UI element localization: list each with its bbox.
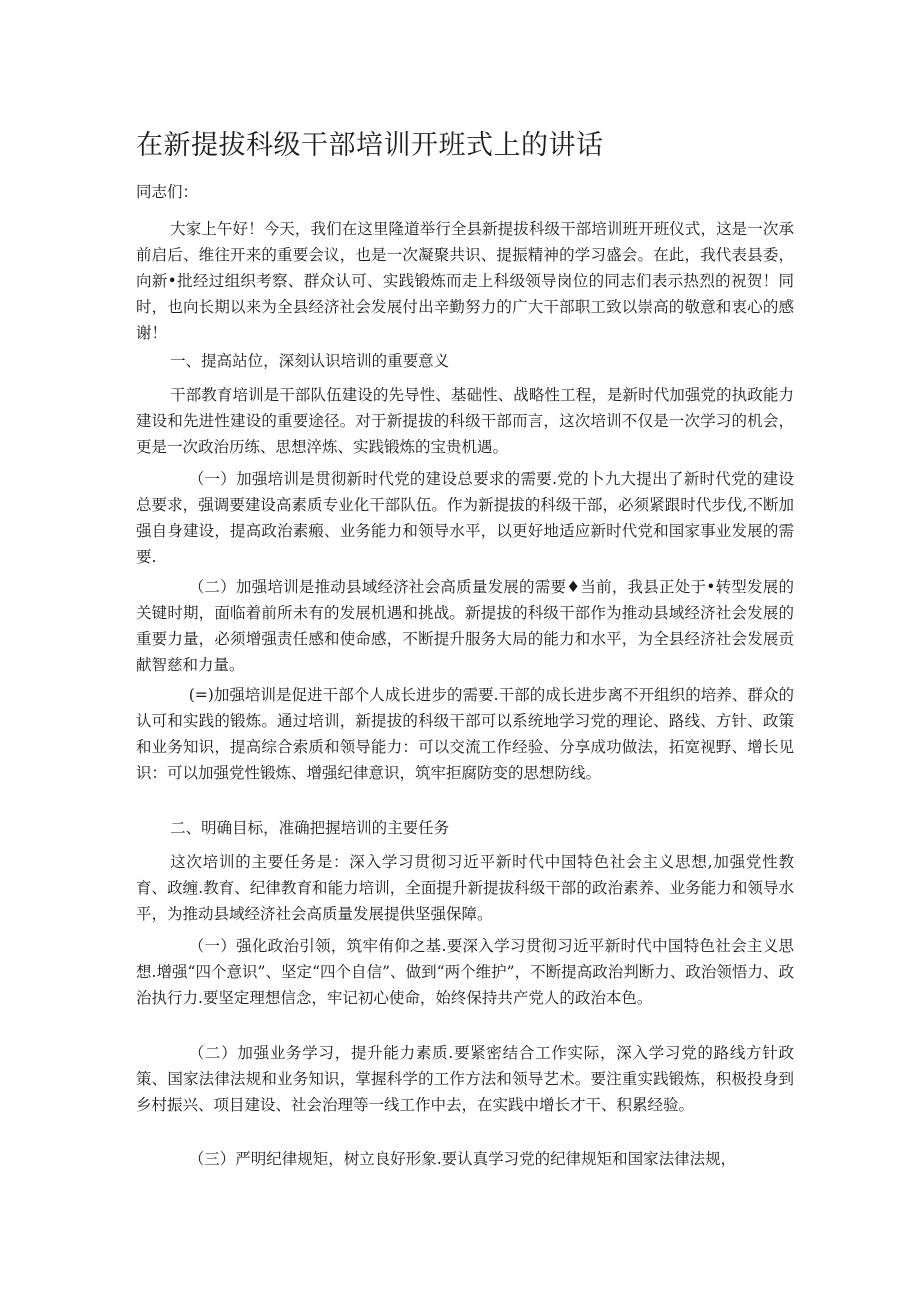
- section-heading-2: 二、明确目标，准确把握培训的主要任务: [170, 819, 450, 837]
- document-title: 在新提拔科级干部培训开班式上的讲话: [136, 130, 604, 161]
- paragraph-section-2-item-1: （一）强化政治引领，筑牢侑仰之基.要深入学习贯彻习近平新时代中国特色社会主义思想.增强“四个意识”、坚定“四个自信”、做到“两个维护”，不断提高政治判断力、政治领悟力、政治执行力.要坚定理想信念，牢记初心使命，始终保持共产党人的政治本色。: [136, 937, 794, 1007]
- paragraph-section-1-intro: 干部教育培训是干部队伍建设的先导性、基础性、战略性工程，是新时代加强党的执政能力建设和先进性建设的重要途径。对于新提拔的科级干部而言，这次培训不仅是一次学习的机会，更是一次政治历练、思想淬炼、实践锻炼的宝贵机遇。: [136, 386, 794, 456]
- paragraph-section-2-item-2: （二）加强业务学习，提升能力素质.要紧密结合工作实际，深入学习党的路线方针政策、国家法律法规和业务知识，掌握科学的工作方法和领导艺术。要注重实践锻炼，积极投身到乡村振兴、项目建设、社会治理等一线工作中去，在实践中增长才干、积累经验。: [136, 1044, 794, 1114]
- paragraph-section-2-intro: 这次培训的主要任务是：深入学习贯彻习近平新时代中国特色社会主义思想,加强党性教育、政缠.教育、纪律教育和能力培训，全面提升新提拔科级干部的政治素养、业务能力和领导水平，为推动县域经济社会高质量发展提供坚强保障。: [136, 853, 794, 923]
- section-heading-1: 一、提高站位，深刻认识培训的重要意义: [170, 352, 450, 370]
- paragraph-opening: 大家上午好！今天，我们在这里隆道举行全县新提拔科级干部培训班开班仪式，这是一次承前启后、维往开来的重要会议，也是一次凝聚共识、提振精神的学习盛会。在此，我代表县委，向新•批经过组织考察、群众认可、实践锻炼而走上科级领导岗位的同志们表示热烈的祝贺！同时，也向长期以来为全县经济社会发展付出辛勤努力的广大干部职工致以崇高的敬意和衷心的感谢！: [136, 220, 794, 342]
- paragraph-section-2-item-3: （三）严明纪律规矩，树立良好形象.要认真学习党的纪律规矩和国家法律法规，: [188, 1150, 737, 1168]
- paragraph-section-1-item-3: (=)加强培训是促进干部个人成长进步的需要.干部的成长进步离不开组织的培养、群众的认可和实践的锻炼。通过培训，新提拔的科级干部可以系统地学习党的理论、路线、方针、政策和业务知识，提高综合索质和领导能力：可以交流工作经验、分享成功做法，拓宽视野、增长见识：可以加强党性锻炼、增强纪律意识，筑牢拒腐防变的思想防线。: [136, 686, 794, 782]
- greeting: 同志们：: [136, 183, 199, 201]
- paragraph-section-1-item-2: （二）加强培训是推动县域经济社会高质量发展的需要♦当前，我县正处于•转型发展的关键时期，面临着前所未有的发展机遇和挑战。新提拔的科级干部作为推动县域经济社会发展的重要力量，必须增强责任感和使命感，不断提升服务大局的能力和水平，为全县经济社会发展贡献智慈和力量。: [136, 578, 794, 674]
- paragraph-section-1-item-1: （一）加强培训是贯彻新时代党的建设总要求的需要.党的卜九大提出了新时代党的建设总要求，强调要建设高素质专业化干部队伍。作为新提拔的科级干部，必须紧跟时代步伐,不断加强自身建设，提高政治素瘢、业务能力和领导水平，以更好地适应新时代党和国家事业发展的需要.: [136, 470, 794, 566]
